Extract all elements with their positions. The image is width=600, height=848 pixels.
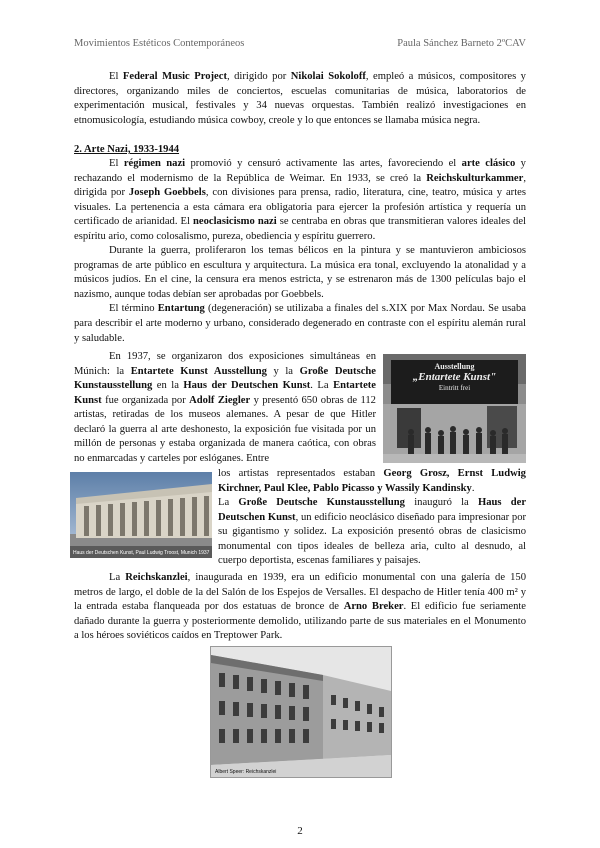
sign-line-3: Eintritt frei (438, 384, 471, 392)
section-title: 2. Arte Nazi, 1933-1944 (74, 144, 180, 155)
exhibition-sign (391, 361, 518, 394)
paragraph-exhibitions-continued: los artistas representados estaban Georg Grosz, Ernst Ludwig Kirchner, Paul Klee, Pablo Picasso y Wassily Kandinsky. La Große Deutsche Kunstausstellung inauguró la Haus der Deutschen Kunst, un edificio neoclásico diseñado para impresionar por su gigantismo y solidez. La exposición presentó obras de clasicismo monumental con tipos ideales de belleza aria, culto al desnudo, al cuerpo deportista, escenas familiares y paisajes. (218, 468, 527, 567)
paragraph-federal-music-project: El Federal Music Project, dirigido por Nikolai Sokoloff, empleó a músicos, compositores y directores, organizando miles de conciertos, escuelas comunitarias de música, laboratorios de experimentación musical, festivales y 34 nuevas orquestas. También realizó investigaciones en etnomusicología, estudiando música cowboy, creole y lo que entonces se llamaba música negra. (74, 71, 526, 126)
page-header-left: Movimientos Estéticos Contemporáneos (74, 38, 245, 49)
haus-caption: Haus der Deutschen Kunst, Paul Ludwig Troost, Munich 1937 (73, 550, 210, 556)
paragraph-reichskanzlei: La Reichskanzlei, inaugurada en 1939, era un edificio monumental con una galería de 150 metros de largo, el doble de la del Salón de los Espejos de Versalles. El despacho de Hitler tenía 400 m² y la entrada estaba flanqueada por dos estatuas de bronce de Arno Breker. El edificio fue seriamente dañado durante la guerra y posteriormente demolido, utilizando parte de sus materiales en el Monumento a los héroes soviéticos caídos en Treptower Park. (74, 572, 527, 642)
haus-der-deutschen-kunst-photo (70, 472, 212, 558)
page-header-right: Paula Sánchez Barneto 2ºCAV (397, 38, 526, 49)
reichskanzlei-photo (210, 646, 392, 778)
sign-line-1: Ausstellung (434, 362, 475, 371)
entartete-kunst-photo (383, 354, 526, 463)
sign-line-2: „Entartete Kunst" (412, 371, 497, 383)
paragraph-entartung: El término Entartung (degeneración) se utilizaba a finales del s.XIX por Max Nordau. Se usaba para describir el arte moderno y urbano, considerado degenerado en contraste con el espíritu alemán rural y saludable. (74, 303, 526, 344)
paragraph-nazi-regime: El régimen nazi promovió y censuró activamente las artes, favoreciendo el arte clásico y rechazando el modernismo de la República de Weimar. En 1933, se creó la Reichskulturkammer, dirigida por Joseph Goebbels, con divisiones para prensa, radio, literatura, cine, teatro, música y artes visuales. La pertenencia a esta cámara era obligatoria para ejercer la profesión artística y requería un certificado de arianidad. El neoclasicismo nazi se centraba en obras que transmitieran valores ideales del espíritu ario, como colosalismo, pureza, obediencia y espíritu guerrero. Durante la guerra, proliferaron los temas bélicos en la pintura y se mantuvieron ambiciosos programas de arte público en escultura y arquitectura. La música era tonal, excluyendo la atonalidad y a músicos judíos. En el cine, la censura era menos estricta, y se estrenaron más de 1300 películas bajo el nazismo, aunque todas debían ser aprobadas por Goebbels. El término Entartung (degeneración) se utilizaba a finales del s.XIX por Max Nordau. Se usaba para describir el arte moderno y urbano, considerado degenerado en contraste con el espíritu alemán rural y saludable. (74, 157, 526, 346)
paragraph-exhibitions: En 1937, se organizaron dos exposiciones simultáneas en Múnich: la Entartete Kunst Ausstellung y la Große Deutsche Kunstausstellung en la Haus der Deutschen Kunst. La Entartete Kunst fue organizada por Adolf Ziegler y presentó 650 obras de 112 artistas, retiradas de los museos alemanes. A pesar de que Hitler declaró la guerra al arte deshonesto, la exposición fue visitada por un millón de personas y estaba organizada de manera caótica, con obras no enmarcadas y carteles por eslóganes. Entre (74, 351, 377, 464)
page-number: 2 (297, 825, 303, 837)
paragraph-war-art: Durante la guerra, proliferaron los temas bélicos en la pintura y se mantuvieron ambiciosos programas de arte público en escultura y arquitectura. La música era tonal, excluyendo la atonalidad y a músicos judíos. En el cine, la censura era menos estricta, y se estrenaron más de 1300 películas bajo el nazismo, aunque todas debían ser aprobadas por Goebbels. (74, 245, 526, 300)
reichskanzlei-caption: Albert Speer: Reichskanzlei (215, 769, 277, 775)
